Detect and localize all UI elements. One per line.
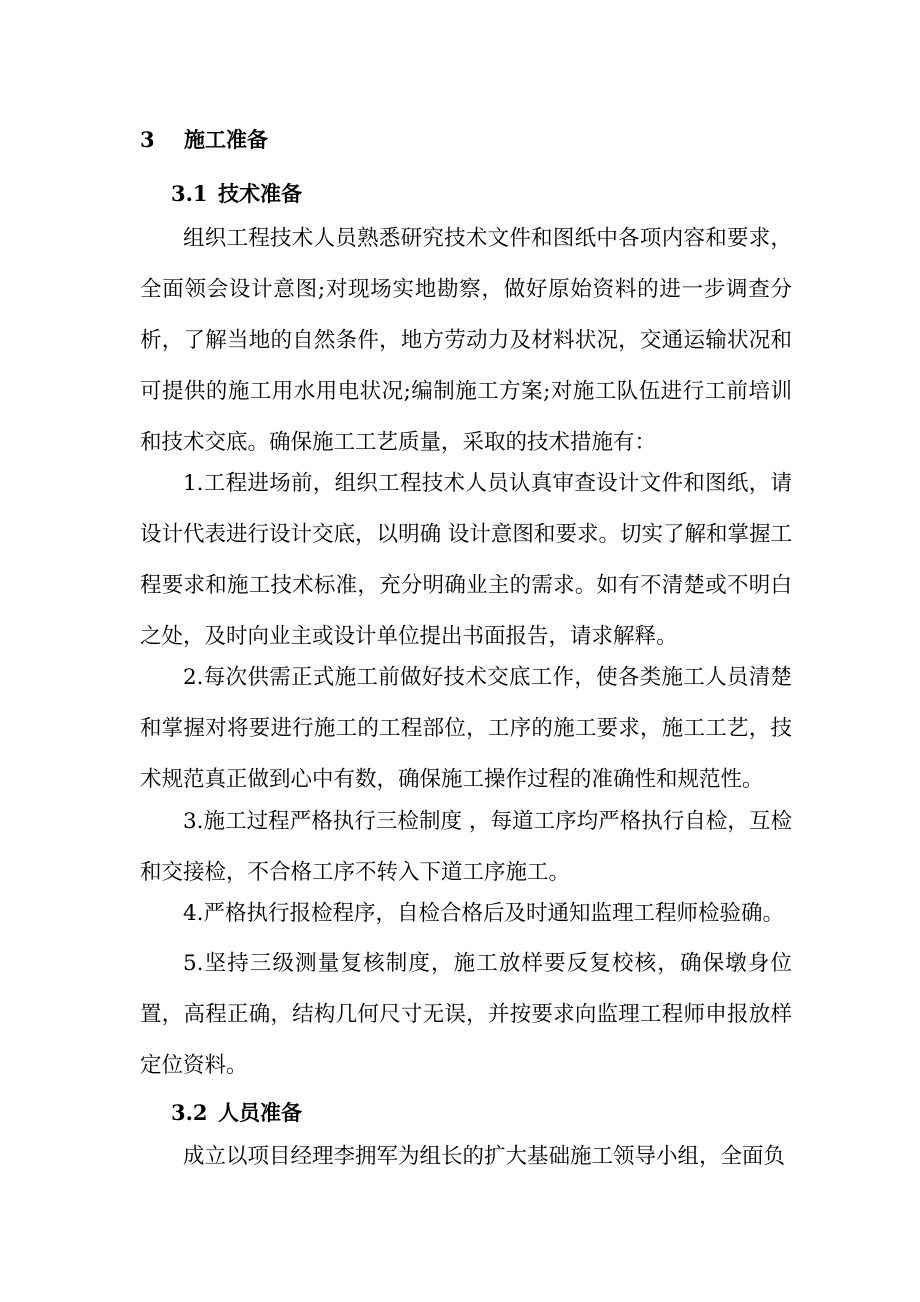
subsection-number: 3.1 <box>171 181 208 206</box>
subsection-title: 技术准备 <box>218 181 302 206</box>
section-title: 施工准备 <box>184 127 268 152</box>
tech-item-1: 1.工程进场前，组织工程技术人员认真审查设计文件和图纸，请设计代表进行设计交底，以明确 设计意图和要求。切实了解和掌握工程要求和施工技术标准，充分明确业主的需求。如有不清楚或不明白之处，及时向业主或设计单位提出书面报告，请求解释。 <box>140 471 792 649</box>
subsection-heading-staff <box>171 1097 302 1127</box>
tech-item-4: 4.严格执行报检程序，自检合格后及时通知监理工程师检验确。 <box>183 901 785 926</box>
tech-item-5: 5.坚持三级测量复核制度，施工放样要反复校核，确保墩身位置，高程正确，结构几何尺寸无误，并按要求向监理工程师申报放样定位资料。 <box>140 951 792 1078</box>
staff-intro-paragraph: 成立以项目经理李拥军为组长的扩大基础施工领导小组，全面负 <box>183 1144 786 1169</box>
tech-intro-paragraph: 组织工程技术人员熟悉研究技术文件和图纸中各项内容和要求，全面领会设计意图;对现场实地勘察，做好原始资料的进一步调查分析，了解当地的自然条件，地方劳动力及材料状况，交通运输状况和可提供的施工用水用电状况;编制施工方案;对施工队伍进行工前培训和技术交底。确保施工工艺质量，采取的技术措施有： <box>140 226 792 455</box>
subsection-title: 人员准备 <box>218 1100 302 1125</box>
subsection-heading-tech <box>171 178 302 208</box>
section-heading <box>140 124 268 154</box>
tech-item-2: 2.每次供需正式施工前做好技术交底工作，使各类施工人员清楚和掌握对将要进行施工的工程部位，工序的施工要求，施工工艺，技术规范真正做到心中有数，确保施工操作过程的准确性和规范性。 <box>140 665 792 792</box>
subsection-number: 3.2 <box>171 1100 208 1125</box>
section-number: 3 <box>140 127 155 152</box>
tech-item-3: 3.施工过程严格执行三检制度 ，每道工序均严格执行自检，互检和交接检，不合格工序不转入下道工序施工。 <box>140 809 792 885</box>
